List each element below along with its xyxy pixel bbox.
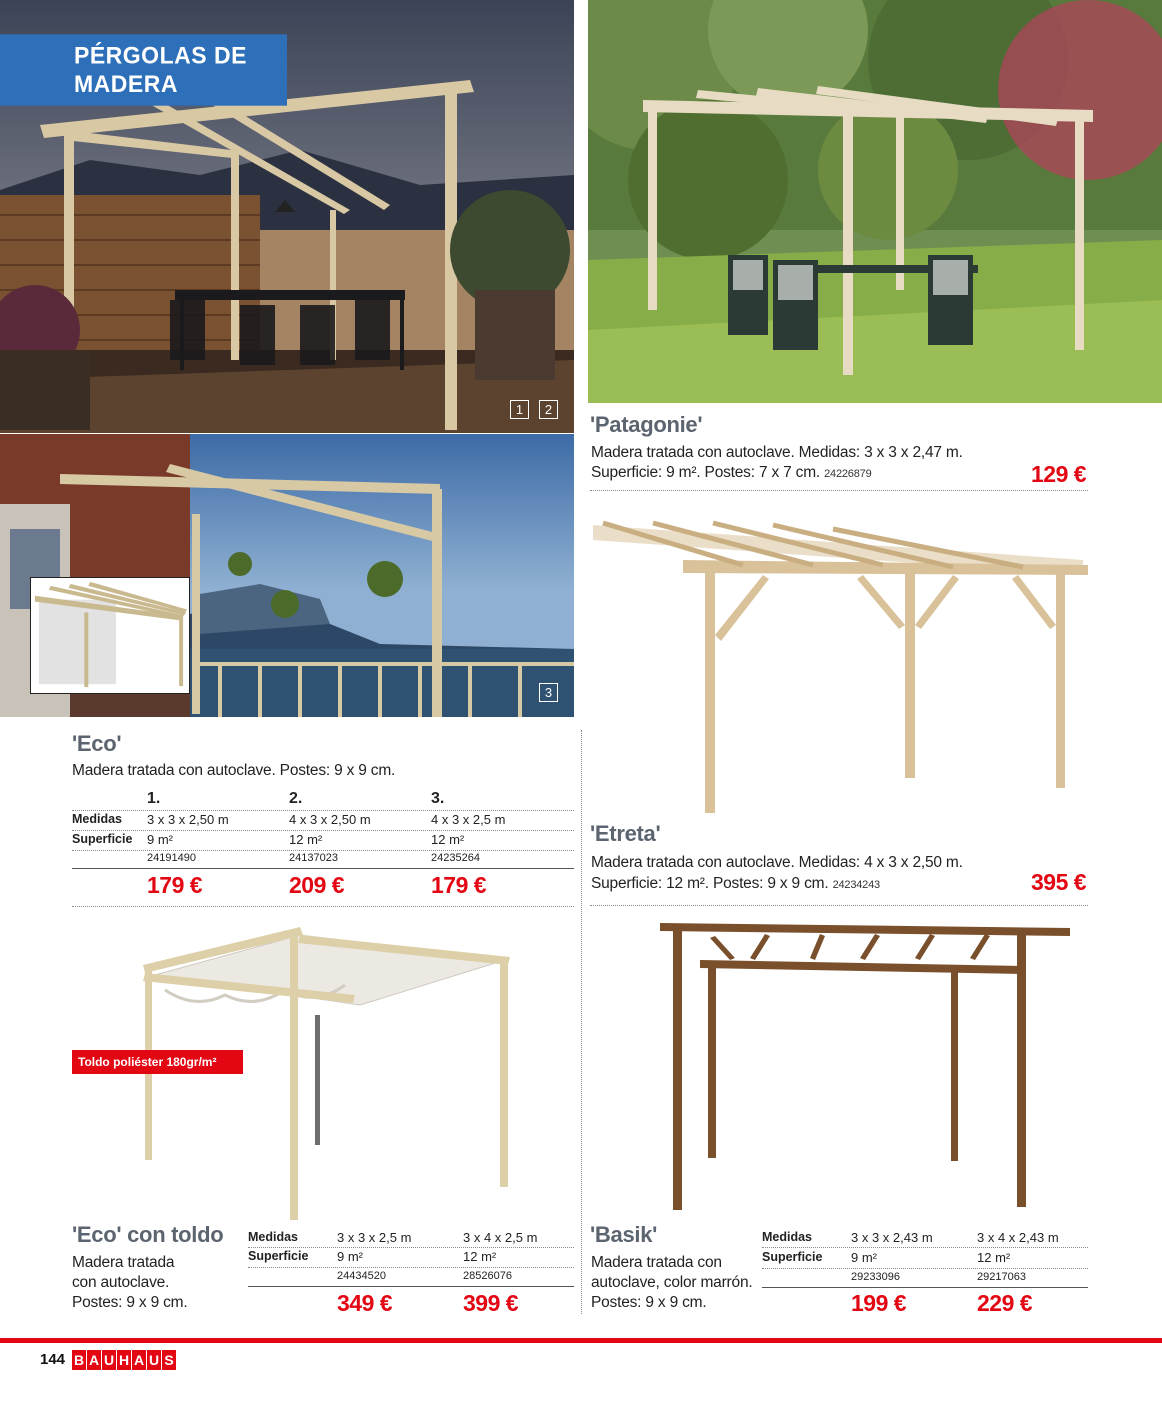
eco-bottom-divider bbox=[72, 906, 574, 907]
patagonie-code: 24226879 bbox=[824, 468, 872, 480]
eco-col2-num: 2. bbox=[289, 790, 303, 807]
eco-col3-price: 179 € bbox=[431, 872, 487, 898]
logo-letter: A bbox=[88, 1352, 100, 1368]
patagonie-desc-line2 bbox=[591, 463, 871, 484]
eco-col1-price: 179 € bbox=[147, 872, 203, 898]
basik-col2-price: 229 € bbox=[977, 1290, 1033, 1316]
eco-col1-code: 24191490 bbox=[147, 852, 196, 864]
eco-toldo-row-divider-3 bbox=[248, 1286, 574, 1287]
eco-toldo-label-superficie: Superficie bbox=[248, 1249, 309, 1263]
patagonie-desc-line1: Madera tratada con autoclave. Medidas: 3 x 3 x 2,47 m. bbox=[591, 444, 963, 461]
photo-number-2: 2 bbox=[539, 400, 558, 419]
eco-col1-superficie: 9 m² bbox=[147, 832, 173, 847]
basik-desc-line1: Madera tratada con bbox=[591, 1254, 722, 1271]
eco-col1-num: 1. bbox=[147, 790, 161, 807]
patagonie-desc-text: Superficie: 9 m². Postes: 7 x 7 cm. bbox=[591, 464, 821, 481]
eco-label-superficie: Superficie bbox=[72, 832, 133, 846]
eco-col2-superficie: 12 m² bbox=[289, 832, 323, 847]
eco-toldo-desc-line3: Postes: 9 x 9 cm. bbox=[72, 1294, 188, 1311]
eco-toldo-col2-code: 28526076 bbox=[463, 1270, 512, 1282]
eco-toldo-fabric-tag: Toldo poliéster 180gr/m² bbox=[72, 1050, 243, 1074]
eco-inset-drawing bbox=[30, 577, 190, 694]
basik-col2-medidas: 3 x 4 x 2,43 m bbox=[977, 1230, 1059, 1245]
section-title: PÉRGOLAS DE MADERA bbox=[0, 34, 287, 105]
eco-toldo-col1-code: 24434520 bbox=[337, 1270, 386, 1282]
eco-toldo-col1-superficie: 9 m² bbox=[337, 1249, 363, 1264]
basik-desc-line3: Postes: 9 x 9 cm. bbox=[591, 1294, 707, 1311]
logo-letter: A bbox=[133, 1352, 145, 1368]
eco-toldo-col1-price: 349 € bbox=[337, 1290, 393, 1316]
eco-toldo-col2-medidas: 3 x 4 x 2,5 m bbox=[463, 1230, 538, 1245]
logo-letter: U bbox=[148, 1352, 160, 1368]
basik-label-superficie: Superficie bbox=[762, 1250, 823, 1264]
etreta-desc-line1: Madera tratada con autoclave. Medidas: 4 x 3 x 2,50 m. bbox=[591, 854, 963, 871]
eco-row-divider-1 bbox=[72, 810, 574, 811]
eco-col3-code: 24235264 bbox=[431, 852, 480, 864]
basik-col1-price: 199 € bbox=[851, 1290, 907, 1316]
eco-desc: Madera tratada con autoclave. Postes: 9 x 9 cm. bbox=[72, 762, 396, 779]
eco-col2-medidas: 4 x 3 x 2,50 m bbox=[289, 812, 371, 827]
basik-product-drawing bbox=[655, 918, 1070, 1213]
page-number: 144 bbox=[40, 1351, 66, 1368]
logo-letter: S bbox=[162, 1350, 176, 1370]
basik-desc-line2: autoclave, color marrón. bbox=[591, 1274, 753, 1291]
eco-toldo-row-divider-2 bbox=[248, 1267, 574, 1268]
etreta-product-drawing bbox=[593, 515, 1088, 815]
bauhaus-logo bbox=[72, 1350, 176, 1370]
basik-col2-superficie: 12 m² bbox=[977, 1250, 1011, 1265]
basik-label-medidas: Medidas bbox=[762, 1230, 813, 1244]
eco-col2-code: 24137023 bbox=[289, 852, 338, 864]
etreta-title: 'Etreta' bbox=[590, 821, 661, 846]
eco-row-divider-4 bbox=[72, 868, 574, 869]
eco-label-medidas: Medidas bbox=[72, 812, 123, 826]
eco-title: 'Eco' bbox=[72, 731, 122, 756]
basik-col2-code: 29217063 bbox=[977, 1271, 1026, 1283]
patagonie-divider bbox=[590, 490, 1088, 491]
etreta-price: 395 € bbox=[1031, 869, 1087, 895]
basik-col1-superficie: 9 m² bbox=[851, 1250, 877, 1265]
eco-toldo-col1-medidas: 3 x 3 x 2,5 m bbox=[337, 1230, 412, 1245]
patagonie-title: 'Patagonie' bbox=[590, 412, 703, 437]
eco-toldo-desc-line1: Madera tratada bbox=[72, 1254, 175, 1271]
basik-row-divider-1 bbox=[762, 1247, 1088, 1248]
eco-toldo-title: 'Eco' con toldo bbox=[72, 1222, 224, 1247]
logo-letter: H bbox=[118, 1352, 130, 1368]
basik-col1-medidas: 3 x 3 x 2,43 m bbox=[851, 1230, 933, 1245]
eco-toldo-col2-price: 399 € bbox=[463, 1290, 519, 1316]
photo-number-3: 3 bbox=[539, 683, 558, 702]
eco-col2-price: 209 € bbox=[289, 872, 345, 898]
etreta-desc-text: Superficie: 12 m². Postes: 9 x 9 cm. bbox=[591, 875, 829, 892]
basik-row-divider-2 bbox=[762, 1268, 1088, 1269]
eco-col1-medidas: 3 x 3 x 2,50 m bbox=[147, 812, 229, 827]
eco-row-divider-3 bbox=[72, 850, 574, 851]
etreta-divider bbox=[590, 905, 1088, 906]
eco-col3-medidas: 4 x 3 x 2,5 m bbox=[431, 812, 506, 827]
eco-toldo-row-divider-1 bbox=[248, 1247, 574, 1248]
etreta-desc-line2 bbox=[591, 874, 880, 895]
eco-toldo-label-medidas: Medidas bbox=[248, 1230, 299, 1244]
eco-col3-num: 3. bbox=[431, 790, 445, 807]
eco-toldo-desc-line2: con autoclave. bbox=[72, 1274, 170, 1291]
eco-col3-superficie: 12 m² bbox=[431, 832, 465, 847]
column-divider bbox=[581, 730, 582, 1314]
eco-toldo-col2-superficie: 12 m² bbox=[463, 1249, 497, 1264]
basik-title: 'Basik' bbox=[590, 1222, 658, 1247]
photo-number-1: 1 bbox=[510, 400, 529, 419]
footer-rule bbox=[0, 1338, 1162, 1343]
logo-letter: U bbox=[103, 1352, 115, 1368]
eco-row-divider-2 bbox=[72, 830, 574, 831]
logo-letter: B bbox=[73, 1352, 85, 1368]
basik-col1-code: 29233096 bbox=[851, 1271, 900, 1283]
etreta-code: 24234243 bbox=[832, 879, 880, 891]
patagonie-price: 129 € bbox=[1031, 461, 1087, 487]
basik-row-divider-3 bbox=[762, 1287, 1088, 1288]
photo-patagonie-garden bbox=[588, 0, 1162, 403]
